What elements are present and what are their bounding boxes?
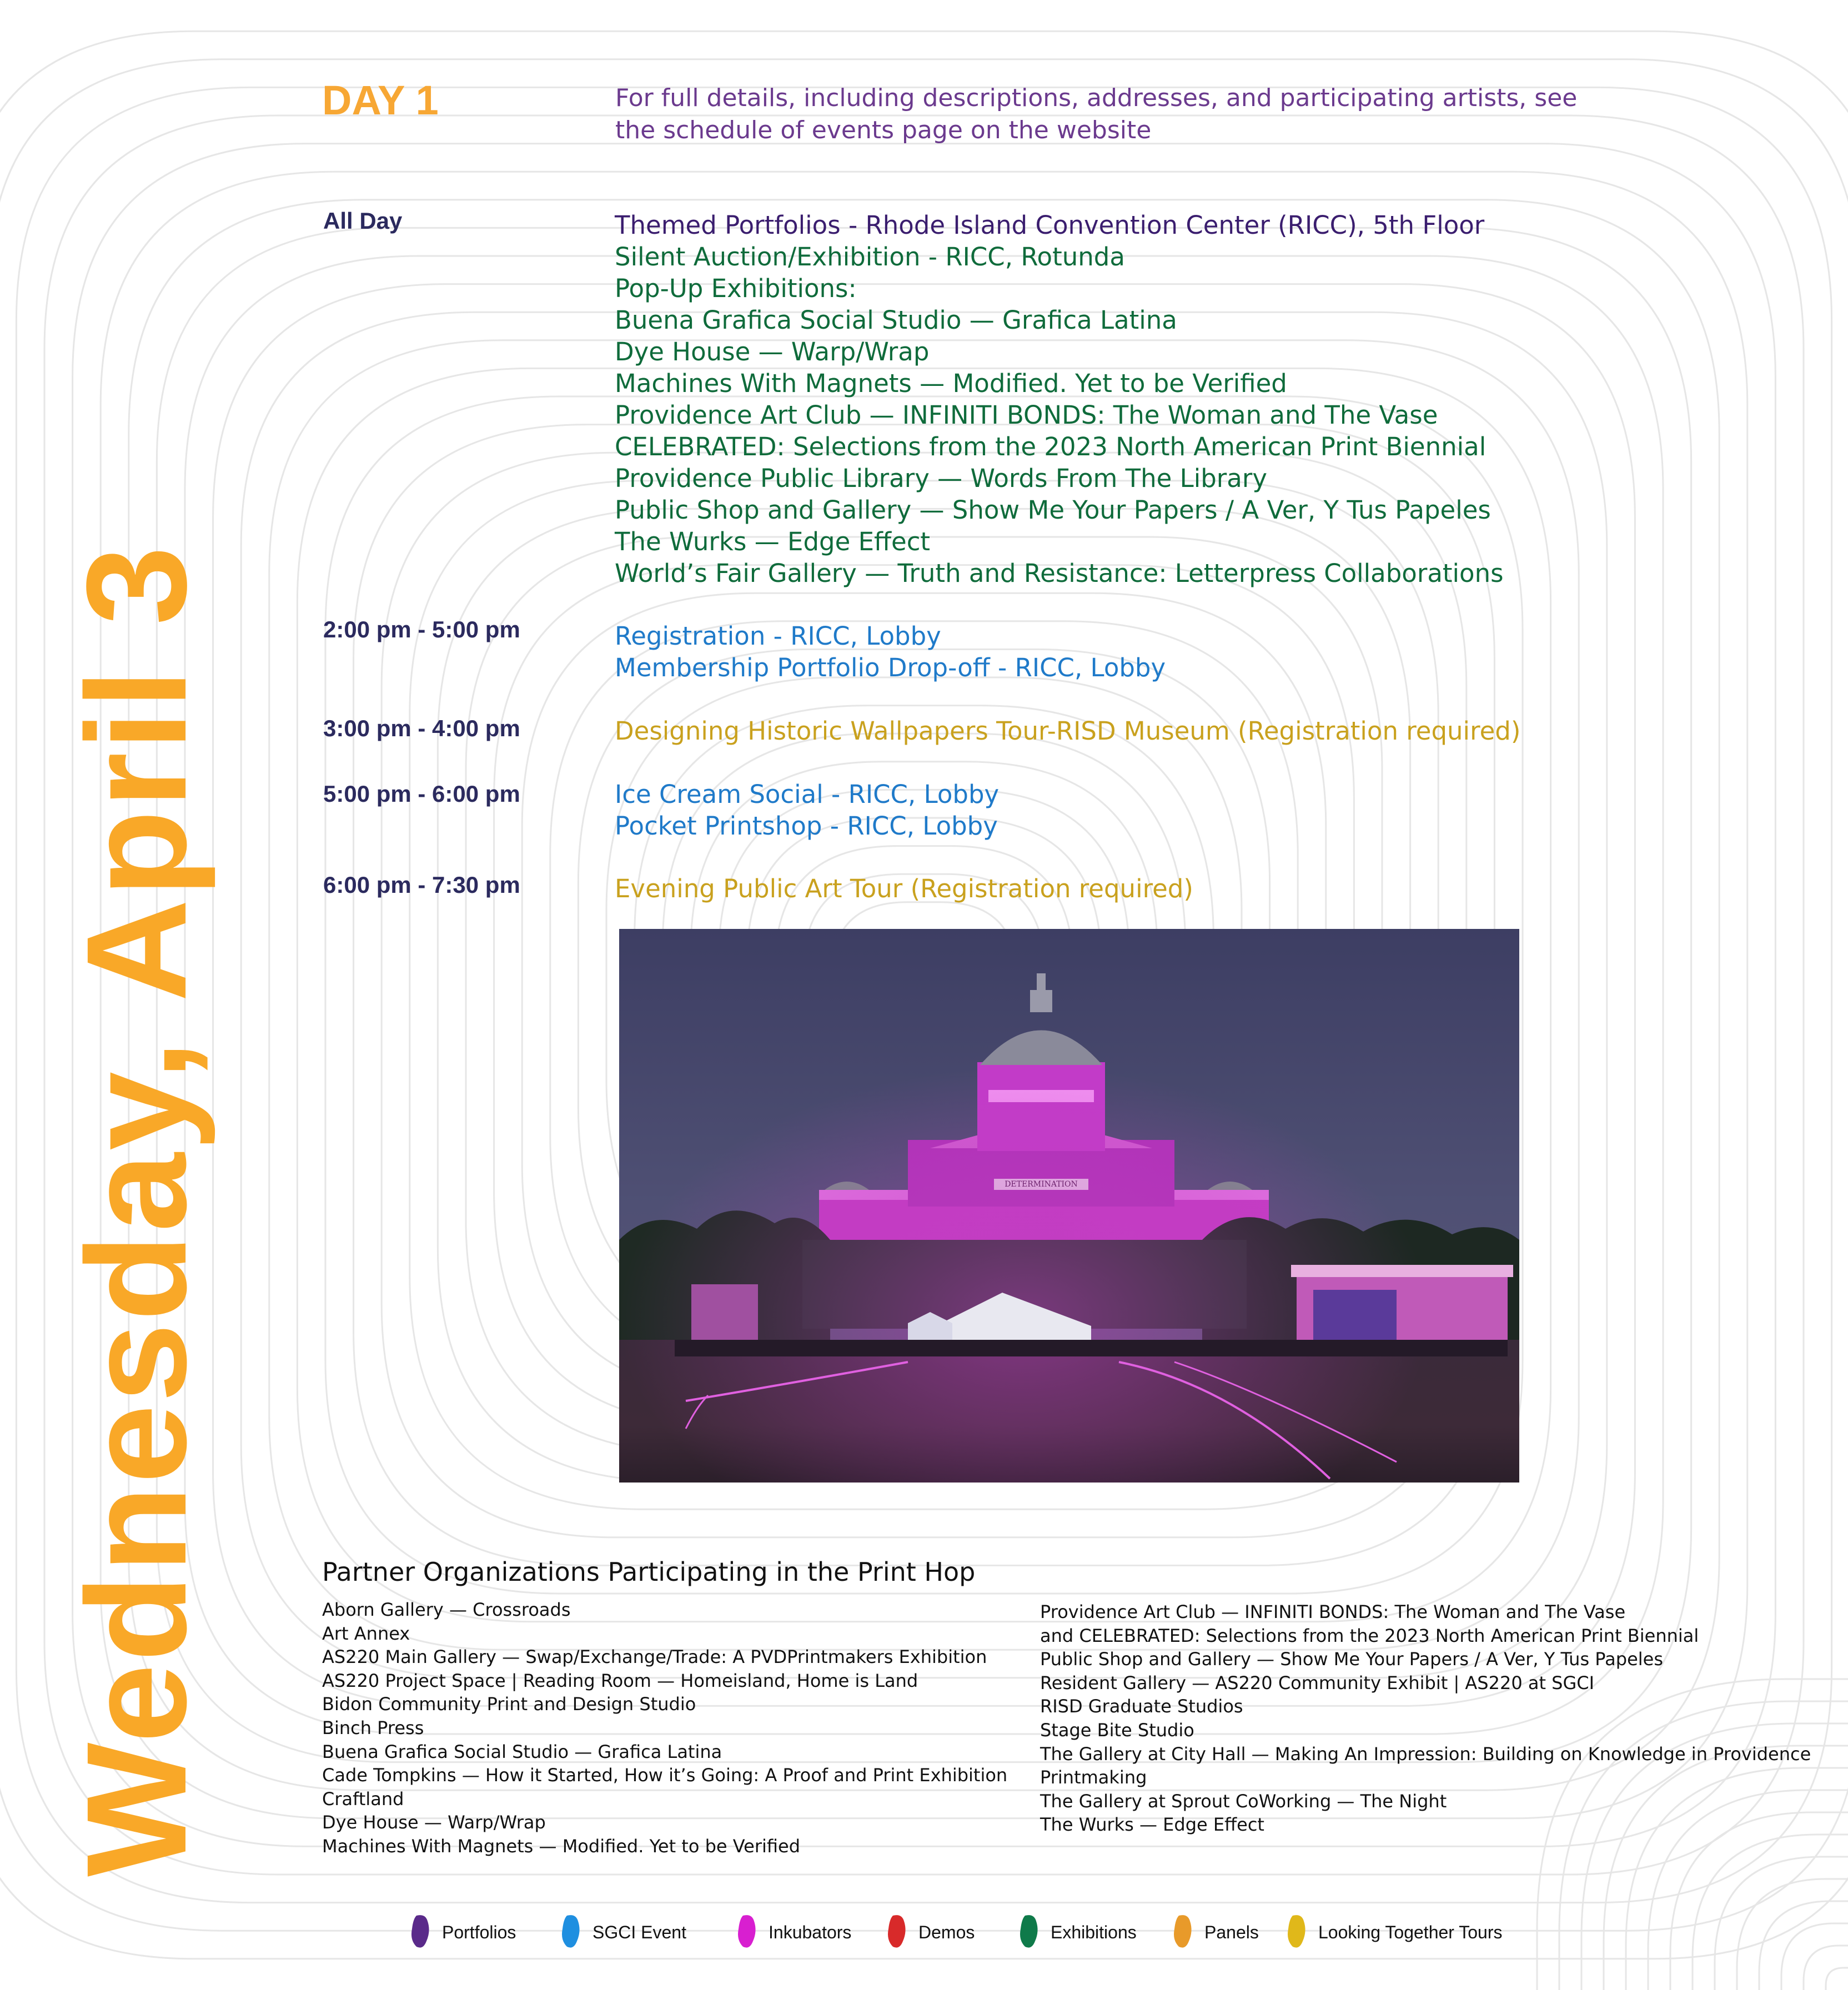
demos-brush-icon xyxy=(883,1912,912,1952)
event-item: Membership Portfolio Drop-off - RICC, Lobby xyxy=(615,653,1166,682)
event-item: The Wurks — Edge Effect xyxy=(615,527,931,556)
partner-item: Stage Bite Studio xyxy=(1040,1719,1194,1741)
legend-item-panels xyxy=(1169,1910,1259,1954)
partner-item: Buena Grafica Social Studio — Grafica Latina xyxy=(322,1741,722,1762)
event-item: Buena Grafica Social Studio — Grafica Latina xyxy=(615,305,1177,335)
time-3pm-4pm: 3:00 pm - 4:00 pm xyxy=(323,715,520,741)
legend-item-demos xyxy=(883,1910,975,1954)
inkubators-brush-icon xyxy=(733,1912,762,1952)
event-item: Providence Public Library — Words From The Library xyxy=(615,464,1268,493)
event-item: Machines With Magnets — Modified. Yet to be Verified xyxy=(615,369,1287,398)
event-item: Public Shop and Gallery — Show Me Your Papers / A Ver, Y Tus Papeles xyxy=(615,495,1491,525)
legend-label: Demos xyxy=(918,1922,975,1942)
portfolios-brush-icon xyxy=(406,1912,435,1952)
partners-heading: Partner Organizations Participating in the Print Hop xyxy=(322,1557,976,1587)
event-item: Ice Cream Social - RICC, Lobby xyxy=(615,780,1000,809)
partner-item: Dye House — Warp/Wrap xyxy=(322,1812,546,1833)
partner-item: Public Shop and Gallery — Show Me Your Papers / A Ver, Y Tus Papeles xyxy=(1040,1649,1664,1670)
legend-item-exhibitions xyxy=(1015,1910,1137,1954)
partner-item: AS220 Main Gallery — Swap/Exchange/Trade: A PVDPrintmakers Exhibition xyxy=(322,1646,987,1668)
legend-item-looking-together-tours xyxy=(1283,1910,1503,1954)
legend-label: SGCI Event xyxy=(592,1922,686,1942)
event-item: Silent Auction/Exhibition - RICC, Rotunda xyxy=(615,242,1125,272)
time-5pm-6pm: 5:00 pm - 6:00 pm xyxy=(323,781,520,807)
partner-item: AS220 Project Space | Reading Room — Homeisland, Home is Land xyxy=(322,1670,918,1691)
legend-item-inkubators xyxy=(733,1910,851,1954)
partner-item: Resident Gallery — AS220 Community Exhibit | AS220 at SGCI xyxy=(1040,1672,1595,1693)
state-house-night-photo xyxy=(619,929,1519,1483)
partner-item: The Gallery at City Hall — Making An Impression: Building on Knowledge in Providence xyxy=(1040,1743,1811,1765)
page-side-title: Wednesday, April 3 xyxy=(57,544,216,1877)
partner-item: Machines With Magnets — Modified. Yet to be Verified xyxy=(322,1835,801,1857)
partner-item: Bidon Community Print and Design Studio xyxy=(322,1693,696,1715)
legend-label: Inkubators xyxy=(769,1922,852,1942)
event-item: Designing Historic Wallpapers Tour-RISD Museum (Registration required) xyxy=(615,716,1521,746)
partner-item: RISD Graduate Studios xyxy=(1040,1696,1243,1717)
day-label: DAY 1 xyxy=(322,77,439,123)
event-item: Themed Portfolios - Rhode Island Convention Center (RICC), 5th Floor xyxy=(615,210,1485,240)
all-day-events xyxy=(615,209,1504,589)
events-5pm-6pm xyxy=(615,778,999,842)
looking-together-tours-brush-icon xyxy=(1283,1912,1312,1952)
partner-item: The Wurks — Edge Effect xyxy=(1040,1814,1264,1836)
time-2pm-5pm: 2:00 pm - 5:00 pm xyxy=(323,616,520,642)
partner-item: Binch Press xyxy=(322,1717,424,1738)
event-item: Evening Public Art Tour (Registration required) xyxy=(615,874,1193,903)
intro-text: For full details, including descriptions, addresses, and participating artists, see the schedule of events page on the website xyxy=(615,84,1578,144)
partner-item: Printmaking xyxy=(1040,1767,1147,1788)
events-2pm-5pm xyxy=(615,620,1166,684)
partner-item: Craftland xyxy=(322,1788,404,1810)
partners-list-left xyxy=(322,1598,1007,1858)
event-item: Providence Art Club — INFINITI BONDS: The Woman and The Vase xyxy=(615,400,1438,430)
event-item: World’s Fair Gallery — Truth and Resistance: Letterpress Collaborations xyxy=(615,559,1504,588)
category-legend xyxy=(400,1910,1566,1954)
event-item: Pop-Up Exhibitions: xyxy=(615,274,857,303)
legend-label: Exhibitions xyxy=(1051,1922,1137,1942)
partner-item: and CELEBRATED: Selections from the 2023 North American Print Biennial xyxy=(1040,1625,1699,1646)
legend-item-portfolios xyxy=(406,1910,516,1954)
partner-item: Providence Art Club — INFINITI BONDS: The Woman and The Vase xyxy=(1040,1601,1626,1622)
partner-item: Aborn Gallery — Crossroads xyxy=(322,1599,571,1620)
partner-item: Cade Tompkins — How it Started, How it’s Going: A Proof and Print Exhibition xyxy=(322,1765,1008,1786)
events-3pm-4pm xyxy=(615,715,1520,747)
exhibitions-brush-icon xyxy=(1015,1912,1044,1952)
legend-item-sgci-event xyxy=(557,1910,686,1954)
event-item: Registration - RICC, Lobby xyxy=(615,621,941,651)
event-item: Dye House — Warp/Wrap xyxy=(615,337,930,366)
time-6pm-730pm: 6:00 pm - 7:30 pm xyxy=(323,872,520,898)
event-item: Pocket Printshop - RICC, Lobby xyxy=(615,811,998,841)
legend-label: Portfolios xyxy=(442,1922,516,1942)
time-all-day: All Day xyxy=(323,208,403,234)
partners-list-right xyxy=(1040,1600,1811,1837)
legend-label: Looking Together Tours xyxy=(1318,1922,1503,1942)
events-6pm-730pm xyxy=(615,873,1193,904)
partner-item: Art Annex xyxy=(322,1622,410,1644)
partner-item: The Gallery at Sprout CoWorking — The Night xyxy=(1040,1790,1447,1812)
panels-brush-icon xyxy=(1169,1912,1198,1952)
event-item: CELEBRATED: Selections from the 2023 North American Print Biennial xyxy=(615,432,1487,461)
sgci-event-brush-icon xyxy=(557,1912,586,1952)
legend-label: Panels xyxy=(1204,1922,1259,1942)
